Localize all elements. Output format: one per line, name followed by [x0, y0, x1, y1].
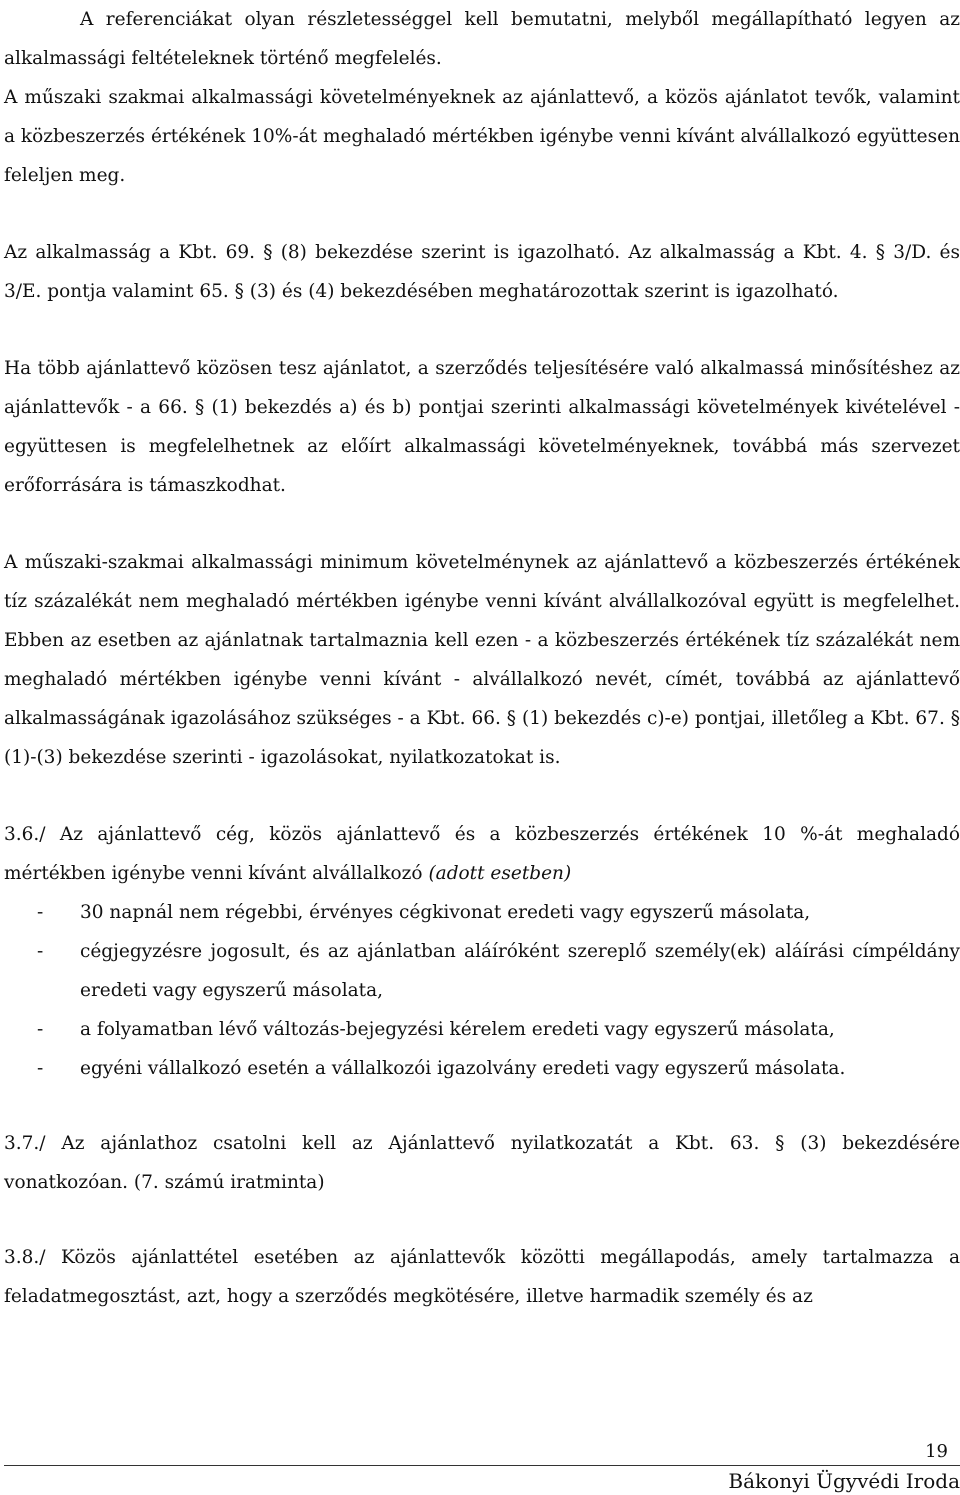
page-footer — [4, 1440, 960, 1495]
paragraph-technical-requirements: A műszaki szakmai alkalmassági követelményeknek az ajánlattevő, a közös ajánlatot tevők, valamint a közbeszerzés értékének 10%-át meghaladó mértékben igénybe venni kívánt alvállalkozó együttesen feleljen meg. — [4, 87, 960, 186]
page-number: 19 — [925, 1441, 948, 1462]
list-item-text: a folyamatban lévő változás-bejegyzési kérelem eredeti vagy egyszerű másolata, — [80, 1019, 835, 1040]
section-3-6-text: 3.6./ Az ajánlattevő cég, közös ajánlattevő és a közbeszerzés értékének 10 %-át meghaladó mértékben igénybe venni kívánt alvállalkozó — [4, 824, 960, 884]
document-page — [4, 0, 960, 1495]
paragraph-spacer — [4, 777, 960, 815]
list-dash: - — [37, 941, 44, 962]
list-item-text: 30 napnál nem régebbi, érvényes cégkivonat eredeti vagy egyszerű másolata, — [80, 902, 811, 923]
paragraph-references: A referenciákat olyan részletességgel kell bemutatni, melyből megállapítható legyen az alkalmassági feltételeknek történő megfelelés. — [4, 9, 960, 69]
footer-divider — [4, 1465, 960, 1466]
section-3-6-list — [4, 893, 960, 1088]
list-item — [4, 1010, 960, 1049]
paragraph-kbt-suitability: Az alkalmasság a Kbt. 69. § (8) bekezdése szerint is igazolható. Az alkalmasság a Kbt. 4. § 3/D. és 3/E. pontja valamint 65. § (3) és (4) bekezdésében meghatározottak szerint is igazolható. — [4, 242, 960, 302]
list-dash: - — [37, 1019, 44, 1040]
section-3-7: 3.7./ Az ajánlathoz csatolni kell az Ajánlattevő nyilatkozatát a Kbt. 63. § (3) bekezdésére vonatkozóan. (7. számú iratminta) — [4, 1133, 960, 1193]
paragraph-spacer — [4, 505, 960, 543]
list-item — [4, 893, 960, 932]
list-item — [4, 932, 960, 1010]
list-item — [4, 1049, 960, 1088]
list-dash: - — [37, 902, 44, 923]
section-3-8: 3.8./ Közös ajánlattétel esetében az ajánlattevők közötti megállapodás, amely tartalmazza a feladatmegosztást, azt, hogy a szerződés megkötésére, illetve harmadik személy és az — [4, 1247, 960, 1307]
list-item-text: egyéni vállalkozó esetén a vállalkozói igazolvány eredeti vagy egyszerű másolata. — [80, 1058, 846, 1079]
paragraph-joint-bid: Ha több ajánlattevő közösen tesz ajánlatot, a szerződés teljesítésére való alkalmassá minősítéshez az ajánlattevők - a 66. § (1) bekezdés a) és b) pontjai szerinti alkalmassági követelmények kivételével - együttesen is megfelelhetnek az előírt alkalmassági követelményeknek, továbbá más szervezet erőforrására is támaszkodhat. — [4, 358, 960, 496]
paragraph-spacer — [4, 311, 960, 349]
section-3-6-intro — [4, 815, 960, 893]
footer-office-name: Bákonyi Ügyvédi Iroda — [728, 1469, 960, 1493]
paragraph-spacer — [4, 195, 960, 233]
paragraph-spacer — [4, 1202, 960, 1238]
list-item-text: cégjegyzésre jogosult, és az ajánlatban aláíróként szereplő személy(ek) aláírási címpéldány eredeti vagy egyszerű másolata, — [80, 941, 960, 1001]
section-3-6-italic: (adott esetben) — [428, 863, 572, 884]
list-dash: - — [37, 1058, 44, 1079]
paragraph-subcontractor-minimum: A műszaki-szakmai alkalmassági minimum követelménynek az ajánlattevő a közbeszerzés értékének tíz százalékát nem meghaladó mértékben igénybe venni kívánt alvállalkozóval együtt is megfelelhet. Ebben az esetben az ajánlatnak tartalmaznia kell ezen - a közbeszerzés értékének tíz százalékát nem meghaladó mértékben igénybe venni kívánt - alvállalkozó nevét, címét, továbbá az ajánlattevő alkalmasságának igazolásához szükséges - a Kbt. 66. § (1) bekezdés c)-e) pontjai, illetőleg a Kbt. 67. § (1)-(3) bekezdése szerinti - igazolásokat, nyilatkozatokat is. — [4, 552, 960, 768]
paragraph-spacer — [4, 1088, 960, 1124]
